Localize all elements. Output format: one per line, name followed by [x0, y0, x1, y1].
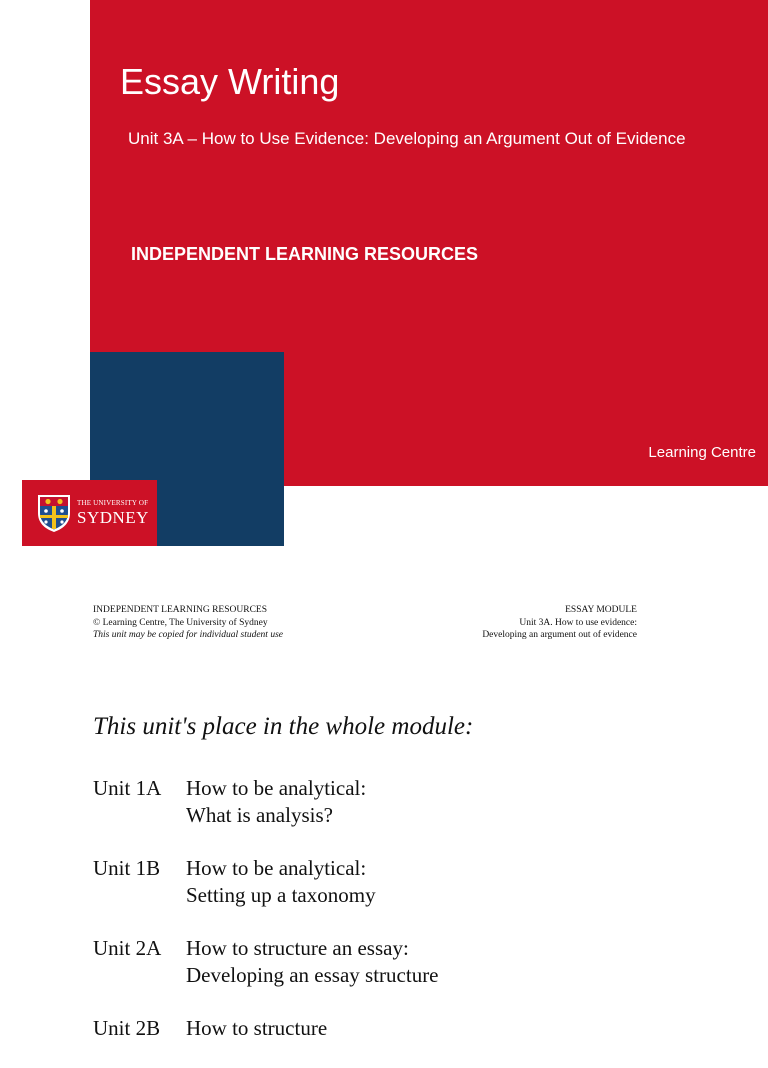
header-left-line-2: © Learning Centre, The University of Sydney: [93, 617, 268, 628]
unit-list: [93, 775, 439, 1068]
running-header-right: [482, 604, 637, 642]
logo-line-1: THE UNIVERSITY OF: [77, 499, 149, 507]
unit-code: Unit 2A: [93, 936, 162, 960]
logo-line-2: SYDNEY: [77, 508, 149, 527]
cover-subtitle: Unit 3A – How to Use Evidence: Developing an Argument Out of Evidence: [128, 129, 686, 148]
unit-item: [93, 855, 439, 909]
header-right-line-2: Unit 3A. How to use evidence:: [519, 617, 637, 628]
unit-description: [186, 855, 376, 909]
unit-title: How to structure: [186, 1016, 328, 1040]
unit-title: How to structure an essay:: [186, 936, 409, 960]
unit-item: [93, 935, 439, 989]
unit-description: [186, 775, 366, 829]
unit-code: Unit 1B: [93, 856, 161, 880]
header-left-line-1: INDEPENDENT LEARNING RESOURCES: [93, 605, 267, 615]
header-left-line-3: This unit may be copied for individual student use: [93, 630, 283, 640]
unit-description: [186, 1015, 327, 1042]
unit-code: Unit 2B: [93, 1016, 161, 1040]
university-crest-icon: [36, 493, 72, 533]
cover-department: Learning Centre: [648, 444, 756, 461]
header-right-line-1: ESSAY MODULE: [565, 605, 637, 615]
unit-title: How to be analytical:: [186, 856, 367, 880]
cover-title: Essay Writing: [120, 61, 340, 102]
cover-series-label: INDEPENDENT LEARNING RESOURCES: [131, 244, 479, 264]
unit-subtitle: Developing an essay structure: [186, 963, 439, 987]
running-header-left: [93, 604, 283, 642]
unit-item: [93, 1015, 439, 1042]
module-heading: This unit's place in the whole module:: [93, 713, 474, 740]
unit-subtitle: Setting up a taxonomy: [186, 883, 376, 907]
unit-code: Unit 1A: [93, 776, 162, 800]
header-right-line-3: Developing an argument out of evidence: [482, 630, 637, 640]
unit-item: [93, 775, 439, 829]
university-logo: [22, 480, 157, 546]
unit-subtitle: What is analysis?: [186, 803, 333, 827]
unit-description: [186, 935, 439, 989]
logo-wordmark: [77, 500, 149, 526]
unit-title: How to be analytical:: [186, 776, 367, 800]
